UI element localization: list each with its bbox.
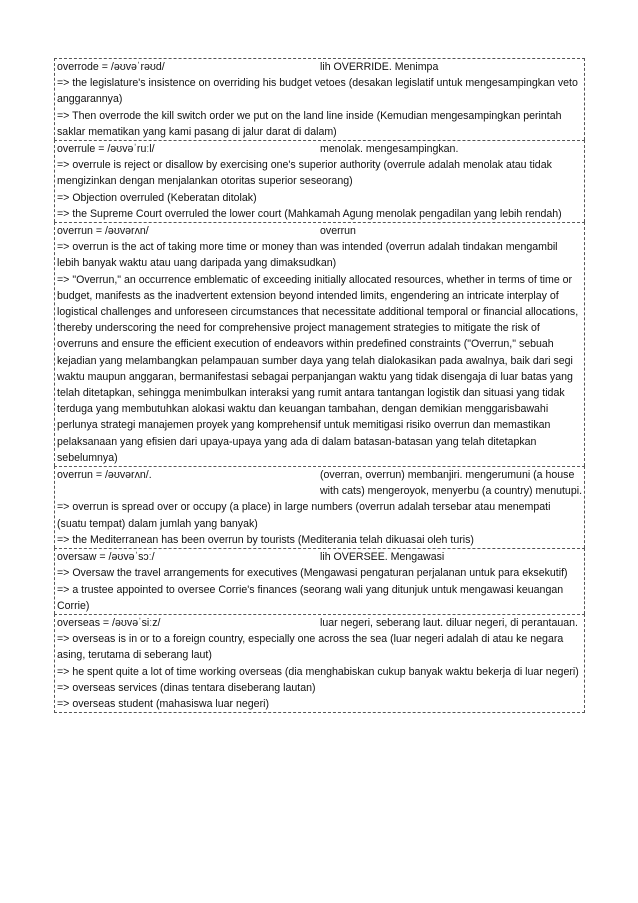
example-line: => Then overrode the kill switch order we put on the land line inside (Kemudian mengesampingkan perintah saklar mematikan yang kami pasang di jalur darat di dalam)	[57, 109, 562, 138]
example-line: => overrule is reject or disallow by exercising one's superior authority (overrule adalah menolak atau tidak mengizinkan dengan menjalankan otoritas superior seseorang)	[57, 159, 552, 188]
example-line: => a trustee appointed to oversee Corrie's finances (seorang wali yang ditunjuk untuk mengawasi keuangan Corrie)	[57, 583, 564, 612]
entry-header	[57, 615, 582, 631]
entry-gloss: (overran, overrun) membanjiri. mengerumuni (a house with cats) mengeroyok, menyerbu (a country) menutupi.	[320, 469, 583, 498]
example-line: => he spent quite a lot of time working overseas (dia menghabiskan cukup banyak waktu bekerja di luar negeri)	[57, 665, 579, 678]
entry-header	[57, 59, 582, 75]
example-line: => the legislature's insistence on overriding his budget vetoes (desakan legislatif untuk mengesampingkan veto anggarannya)	[57, 77, 578, 106]
example-line: => overrun is spread over or occupy (a place) in large numbers (overrun adalah tersebar atau menempati (suatu tempat) dalam jumlah yang banyak)	[57, 501, 551, 530]
entry-gloss: menolak. mengesampingkan.	[320, 143, 459, 156]
entry-header	[57, 549, 582, 565]
entry-gloss: luar negeri, seberang laut. diluar negeri, di perantauan.	[320, 616, 578, 629]
entry-term: overseas = /əʊvəˈsiːz/	[57, 616, 161, 629]
entry-header	[57, 223, 582, 239]
example-line: => overrun is the act of taking more time or money than was intended (overrun adalah tindakan mengambil lebih banyak waktu atau uang daripada yang dimaksudkan)	[57, 241, 558, 270]
entry-gloss: lih OVERSEE. Mengawasi	[320, 551, 445, 564]
example-line: => the Supreme Court overruled the lower court (Mahkamah Agung menolak pengadilan yang lebih rendah)	[57, 207, 562, 220]
entry-gloss: overrun	[320, 225, 356, 238]
entry-term: oversaw = /əʊvəˈsɔː/	[57, 551, 155, 564]
entry-header	[57, 467, 582, 499]
entry-header	[57, 141, 582, 157]
example-line: => overseas student (mahasiswa luar negeri)	[57, 697, 269, 710]
dictionary-document	[54, 58, 585, 713]
example-line: => "Overrun," an occurrence emblematic of exceeding initially allocated resources, whether in terms of time or budget, manifests as the inadvertent extension beyond intended limits, engendering an intricate interplay of logistical challenges and unforeseen circumstances that necessitate additional temporal or financial allocations, thereby underscoring the need for comprehensive project management strategies to mitigate the risk of overruns and ensure the efficient execution of endeavors within predefined constraints ("Overrun," sebuah kejadian yang melambangkan pelampauan sumber daya yang telah dialokasikan pada awalnya, baik dari segi waktu maupun anggaran, bermanifestasi sebagai perpanjangan waktu yang tidak disengaja di luar batas yang telah ditetapkan, sehingga menimbulkan interaksi yang rumit antara tantangan logistik dan situasi yang tidak terduga yang membutuhkan alokasi waktu dan keuangan tambahan, dengan demikian menggarisbawahi perlunya strategi manajemen proyek yang komprehensif untuk memitigasi risiko overrun dan memastikan pelaksanaan yang efisien dari upaya-upaya yang ada di dalam batasan-batasan yang telah ditetapkan sebelumnya)	[57, 273, 579, 464]
example-line: => overseas is in or to a foreign country, especially one across the sea (luar negeri adalah di atau ke negara asing, terutama di seberang laut)	[57, 633, 564, 662]
dictionary-entry	[54, 548, 585, 614]
example-line: => Oversaw the travel arrangements for executives (Mengawasi pengaturan perjalanan untuk para eksekutif)	[57, 567, 568, 580]
entry-term: overrule = /əʊvəˈruːl/	[57, 143, 155, 156]
dictionary-entry	[54, 58, 585, 140]
entry-gloss: lih OVERRIDE. Menimpa	[320, 61, 439, 73]
example-line: => Objection overruled (Keberatan ditolak)	[57, 191, 257, 204]
dictionary-entry	[54, 614, 585, 713]
dictionary-entry	[54, 140, 585, 222]
example-line: => the Mediterranean has been overrun by tourists (Mediterania telah dikuasai oleh turis)	[57, 533, 474, 546]
example-line: => overseas services (dinas tentara diseberang lautan)	[57, 681, 316, 694]
dictionary-entry	[54, 466, 585, 548]
entry-term: overrode = /əʊvəˈrəʊd/	[57, 61, 165, 73]
entry-term: overrun = /əʊvərʌn/	[57, 225, 149, 238]
entry-term: overrun = /əʊvərʌn/.	[57, 469, 152, 482]
dictionary-entry	[54, 222, 585, 466]
